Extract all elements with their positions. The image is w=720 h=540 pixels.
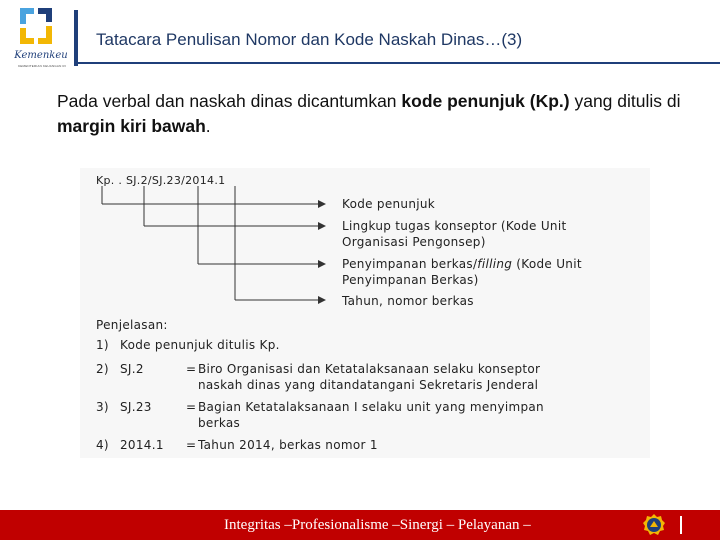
- footer-divider: [680, 516, 682, 534]
- kemenkeu-logo: [10, 4, 70, 68]
- intro-paragraph: [57, 89, 697, 139]
- item-2-number: 2): [96, 362, 109, 376]
- kode-penunjuk-example: Kp. . SJ.2/SJ.23/2014.1: [96, 174, 226, 187]
- item-2-equals: =: [186, 362, 197, 376]
- item-2-description: Biro Organisasi dan Ketatalaksanaan selaku konseptor: [198, 362, 541, 376]
- kemenkeu-emblem-icon: [642, 513, 666, 537]
- item-4-term: 2014.1: [120, 438, 164, 452]
- intro-text-2: yang ditulis di: [569, 91, 681, 111]
- label-tahun-nomor: Tahun, nomor berkas: [342, 294, 474, 308]
- logo-subtext: KEMENTERIAN KEUANGAN RI: [18, 64, 66, 68]
- item-2-term: SJ.2: [120, 362, 144, 376]
- kode-penunjuk-diagram: [80, 168, 650, 458]
- slide-title: Tatacara Penulisan Nomor dan Kode Naskah Dinas…(3): [96, 30, 523, 49]
- item-3-description-2: berkas: [198, 416, 241, 430]
- item-4-equals: =: [186, 438, 197, 452]
- item-4-number: 4): [96, 438, 109, 452]
- item-1-term: Kode penunjuk ditulis Kp.: [120, 338, 280, 352]
- item-3-number: 3): [96, 400, 109, 414]
- intro-text-3: .: [205, 116, 211, 136]
- header-horizontal-divider: [78, 62, 720, 64]
- item-2-description-2: naskah dinas yang ditandatangani Sekretaris Jenderal: [198, 378, 539, 392]
- label-lingkup-tugas-2: Organisasi Pengonsep): [342, 235, 486, 249]
- item-3-term: SJ.23: [120, 400, 152, 414]
- intro-bold-margin: margin kiri bawah: [57, 116, 206, 136]
- item-4-description: Tahun 2014, berkas nomor 1: [198, 438, 378, 452]
- item-3-equals: =: [186, 400, 197, 414]
- label-penyimpanan-berkas-2: Penyimpanan Berkas): [342, 273, 479, 287]
- logo-text: Kemenkeu: [14, 50, 68, 61]
- intro-text-1: Pada verbal dan naskah dinas dicantumkan: [57, 91, 402, 111]
- item-3-description: Bagian Ketatalaksanaan I selaku unit yang menyimpan: [198, 400, 544, 414]
- intro-bold-kode-penunjuk: kode penunjuk (Kp.): [401, 91, 570, 111]
- item-1-number: 1): [96, 338, 109, 352]
- footer-values-text: Integritas –Profesionalisme –Sinergi – Pelayanan –: [224, 517, 531, 533]
- label-lingkup-tugas: Lingkup tugas konseptor (Kode Unit: [342, 219, 567, 233]
- logo-mark-icon: [14, 4, 58, 48]
- header-vertical-divider: [74, 10, 78, 66]
- label-penyimpanan-berkas: Penyimpanan berkas/filling (Kode Unit: [342, 257, 582, 271]
- footer-bar: [0, 510, 720, 540]
- label-kode-penunjuk: Kode penunjuk: [342, 197, 436, 211]
- penjelasan-heading: Penjelasan:: [96, 318, 168, 332]
